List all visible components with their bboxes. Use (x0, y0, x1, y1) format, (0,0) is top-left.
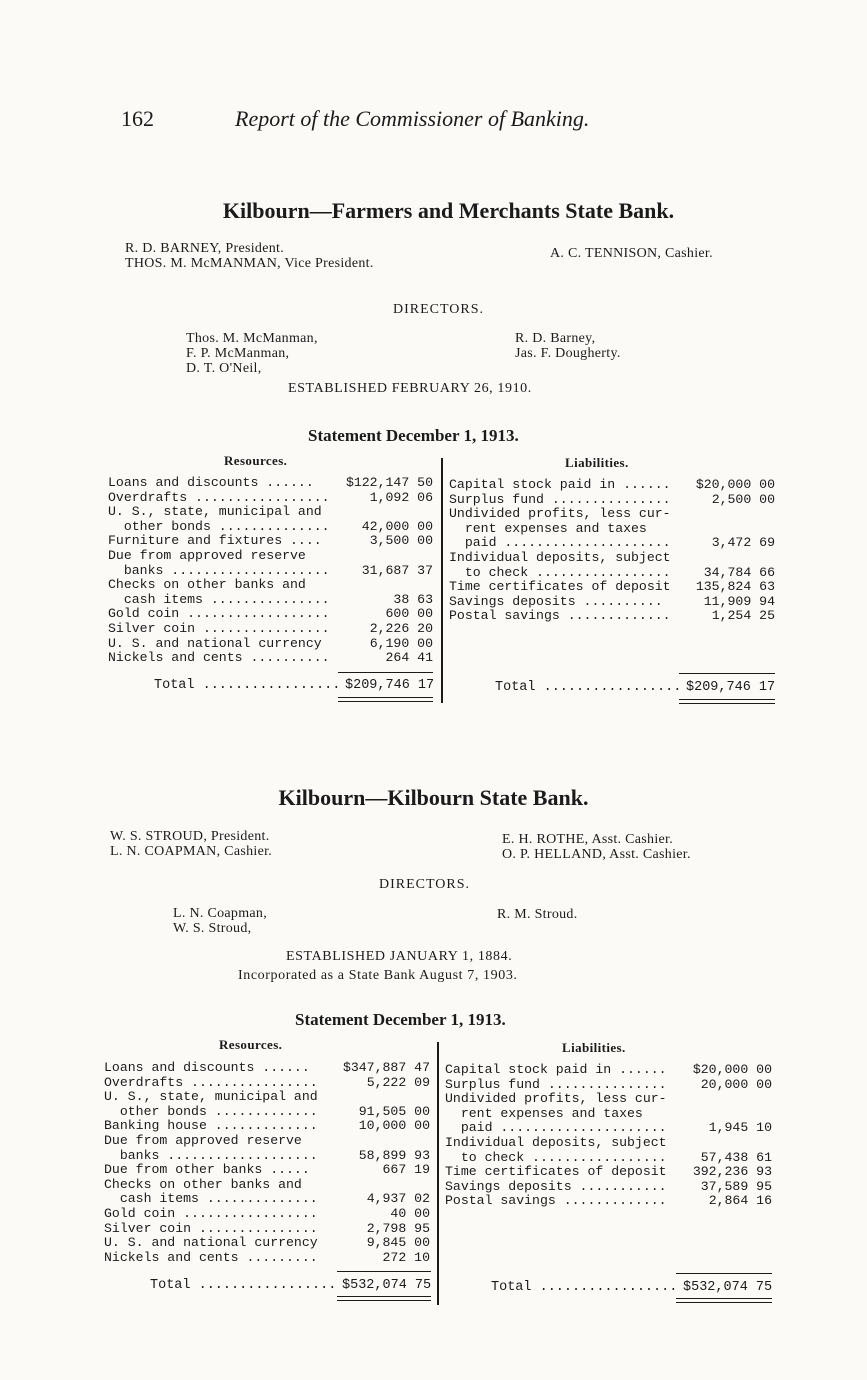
ledger-label: Overdrafts ................ (104, 1074, 318, 1090)
ledger-label: to check ................. (449, 564, 671, 580)
ledger-row (108, 622, 433, 637)
ledger-row (445, 1078, 772, 1093)
ledger-label: Checks on other banks and (108, 577, 306, 593)
ledger-row (108, 505, 433, 520)
director: W. S. Stroud, (173, 921, 252, 936)
officer: R. D. BARNEY, President. (125, 241, 285, 256)
officers-right (550, 246, 713, 261)
ledger-amount: 58,899 93 (358, 1147, 430, 1163)
ledger-amount: 2,864 16 (708, 1193, 772, 1209)
ledger-amount: 392,236 93 (692, 1164, 772, 1180)
officer: THOS. M. McMANMAN, Vice President. (125, 256, 374, 271)
ledger-amount: 135,824 63 (695, 579, 775, 595)
ledger-row (449, 536, 775, 551)
ledger-row (445, 1165, 772, 1180)
bank-title: Kilbourn—Kilbourn State Bank. (278, 785, 589, 810)
ledger-row (104, 1134, 430, 1149)
ledger-label: Time certificates of deposit (449, 579, 671, 595)
ledger-label: U. S. and national currency (104, 1235, 318, 1251)
ledger-amount: 1,945 10 (708, 1120, 772, 1136)
ledger-row (104, 1061, 430, 1076)
ledger-row (449, 478, 775, 493)
ledger-label: to check ................. (445, 1149, 667, 1165)
running-title: Report of the Commissioner of Banking. (235, 106, 590, 131)
ledger-row (104, 1119, 430, 1134)
ledger-row (445, 1063, 772, 1078)
ledger-amount: 10,000 00 (358, 1118, 430, 1134)
ledger-amount: $122,147 50 (345, 475, 433, 490)
ledger-label: paid ..................... (449, 535, 671, 551)
liabilities-heading: Liabilities. (562, 1040, 626, 1055)
ledger-row (445, 1107, 772, 1122)
director: Thos. M. McManman, (186, 331, 318, 346)
ledger-label: Gold coin .................. (108, 606, 330, 622)
ledger-row (108, 578, 433, 593)
ledger-label: Due from other banks ..... (104, 1162, 310, 1178)
ledger-amount: 4,937 02 (366, 1191, 430, 1207)
ledger-label: Undivided profits, less cur- (449, 506, 671, 522)
ledger-row (108, 520, 433, 535)
officer: A. C. TENNISON, Cashier. (550, 246, 713, 261)
ledger-amount: 31,687 37 (361, 562, 433, 578)
ledger-amount: 34,784 66 (703, 564, 775, 580)
resources-table (108, 476, 433, 666)
ledger-amount: 667 19 (382, 1162, 430, 1178)
column-divider (441, 458, 443, 703)
ledger-amount: 3,472 69 (711, 535, 775, 551)
ledger-row (104, 1076, 430, 1091)
ledger-label: Capital stock paid in ...... (449, 477, 671, 492)
ledger-amount: 20,000 00 (700, 1076, 772, 1092)
director: L. N. Coapman, (173, 906, 268, 921)
ledger-label: Checks on other banks and (104, 1176, 302, 1192)
ledger-amount: 11,909 94 (703, 593, 775, 609)
ledger-label: Banking house ............. (104, 1118, 318, 1134)
ledger-label: Capital stock paid in ...... (445, 1062, 667, 1077)
ledger-row (104, 1149, 430, 1164)
total-liabilities: $209,746 17 (686, 680, 776, 695)
ledger-row (108, 534, 433, 549)
ledger-row (104, 1090, 430, 1105)
ledger-label: banks .................... (108, 562, 330, 578)
ledger-amount: 3,500 00 (369, 533, 433, 549)
ledger-row (108, 564, 433, 579)
ledger-label: cash items .............. (104, 1191, 318, 1207)
total-label: Total ................. (154, 678, 341, 693)
ledger-amount: 57,438 61 (700, 1149, 772, 1165)
ledger-label: Undivided profits, less cur- (445, 1091, 667, 1107)
ledger-label: U. S., state, municipal and (104, 1089, 318, 1105)
ledger-label: other bonds ............. (104, 1103, 318, 1119)
ledger-amount: 9,845 00 (366, 1235, 430, 1251)
ledger-amount: 5,222 09 (366, 1074, 430, 1090)
ledger-amount: 38 63 (393, 591, 433, 607)
ledger-row (449, 595, 775, 610)
ledger-amount: 42,000 00 (361, 518, 433, 534)
director: Jas. F. Dougherty. (515, 346, 621, 361)
ledger-row (445, 1180, 772, 1195)
ledger-label: Savings deposits .......... (449, 593, 663, 609)
ledger-row (104, 1251, 430, 1266)
statement-heading: Statement December 1, 1913. (295, 1010, 506, 1029)
ledger-row (445, 1151, 772, 1166)
officers-left (125, 241, 374, 271)
ledger-label: banks ................... (104, 1147, 318, 1163)
established: ESTABLISHED FEBRUARY 26, 1910. (288, 381, 532, 396)
officers-right (502, 832, 691, 862)
officer: W. S. STROUD, President. (110, 829, 270, 844)
ledger-amount: $20,000 00 (695, 477, 775, 492)
ledger-label: Nickels and cents ......... (104, 1249, 318, 1265)
officer: L. N. COAPMAN, Cashier. (110, 844, 273, 859)
ledger-row (104, 1163, 430, 1178)
double-rule (676, 1302, 772, 1303)
ledger-row (104, 1178, 430, 1193)
ledger-row (108, 607, 433, 622)
established: ESTABLISHED JANUARY 1, 1884. (286, 949, 513, 964)
ledger-amount: 91,505 00 (358, 1103, 430, 1119)
ledger-amount: 2,798 95 (366, 1220, 430, 1236)
officer: E. H. ROTHE, Asst. Cashier. (502, 832, 674, 847)
ledger-row (445, 1194, 772, 1209)
ledger-label: Furniture and fixtures .... (108, 533, 322, 549)
total-rule (676, 1273, 772, 1274)
total-label: Total ................. (150, 1278, 337, 1293)
ledger-amount: 600 00 (385, 606, 433, 622)
double-rule (338, 701, 433, 702)
ledger-label: Loans and discounts ...... (108, 475, 314, 490)
column-divider (437, 1042, 439, 1305)
ledger-label: Postal savings ............. (445, 1193, 667, 1209)
liabilities-table (445, 1063, 772, 1209)
directors-left (173, 906, 267, 936)
ledger-amount: 37,589 95 (700, 1178, 772, 1194)
ledger-label: U. S., state, municipal and (108, 504, 322, 520)
ledger-label: Due from approved reserve (108, 547, 306, 563)
ledger-row (445, 1092, 772, 1107)
total-resources: $532,074 75 (342, 1278, 432, 1293)
ledger-row (108, 651, 433, 666)
ledger-label: Due from approved reserve (104, 1132, 302, 1148)
liabilities-heading: Liabilities. (565, 455, 629, 470)
ledger-label: Savings deposits ........... (445, 1178, 667, 1194)
double-rule (338, 697, 433, 698)
page-number: 162 (121, 106, 154, 131)
director: F. P. McManman, (186, 346, 290, 361)
ledger-label: Loans and discounts ...... (104, 1060, 310, 1075)
ledger-label: Surplus fund ............... (449, 491, 671, 507)
double-rule (337, 1296, 431, 1297)
total-rule (337, 1271, 431, 1272)
ledger-amount: $20,000 00 (692, 1062, 772, 1077)
ledger-row (104, 1236, 430, 1251)
ledger-row (445, 1121, 772, 1136)
ledger-amount: 272 10 (382, 1249, 430, 1265)
director: D. T. O'Neil, (186, 361, 262, 376)
double-rule (676, 1298, 772, 1299)
ledger-amount: 264 41 (385, 650, 433, 666)
ledger-label: Silver coin ............... (104, 1220, 318, 1236)
double-rule (679, 699, 775, 700)
directors-left (186, 331, 318, 376)
ledger-row (449, 522, 775, 537)
incorporated: Incorporated as a State Bank August 7, 1903. (238, 968, 518, 983)
ledger-row (449, 566, 775, 581)
ledger-row (104, 1105, 430, 1120)
ledger-amount: 40 00 (390, 1205, 430, 1221)
officers-left (110, 829, 272, 859)
ledger-row (108, 637, 433, 652)
ledger-amount: $347,887 47 (342, 1060, 430, 1075)
ledger-label: U. S. and national currency (108, 635, 322, 651)
director: R. M. Stroud. (497, 907, 578, 922)
ledger-label: Individual deposits, subject (445, 1134, 667, 1150)
ledger-label: paid ..................... (445, 1120, 667, 1136)
ledger-row (108, 549, 433, 564)
director: R. D. Barney, (515, 331, 596, 346)
ledger-amount: 1,092 06 (369, 489, 433, 505)
statement-heading: Statement December 1, 1913. (308, 426, 519, 445)
directors-heading: DIRECTORS. (379, 877, 471, 892)
liabilities-table (449, 478, 775, 624)
double-rule (679, 703, 775, 704)
ledger-label: Overdrafts ................. (108, 489, 330, 505)
ledger-row (104, 1207, 430, 1222)
directors-right (515, 331, 621, 361)
ledger-row (449, 580, 775, 595)
ledger-label: rent expenses and taxes (449, 520, 647, 536)
ledger-row (445, 1136, 772, 1151)
double-rule (337, 1300, 431, 1301)
directors-right (497, 907, 578, 922)
total-rule (338, 672, 433, 673)
ledger-label: rent expenses and taxes (445, 1105, 643, 1121)
ledger-row (449, 551, 775, 566)
total-label: Total ................. (491, 1280, 678, 1295)
ledger-amount: 2,226 20 (369, 620, 433, 636)
ledger-row (108, 491, 433, 506)
ledger-label: cash items ............... (108, 591, 330, 607)
ledger-label: Silver coin ................ (108, 620, 330, 636)
bank-title: Kilbourn—Farmers and Merchants State Bank. (222, 198, 675, 223)
total-liabilities: $532,074 75 (683, 1280, 773, 1295)
ledger-row (104, 1192, 430, 1207)
ledger-label: Time certificates of deposit (445, 1164, 667, 1180)
ledger-row (449, 493, 775, 508)
ledger-label: other bonds .............. (108, 518, 330, 534)
total-rule (679, 673, 775, 674)
total-label: Total ................. (495, 680, 682, 695)
ledger-row (449, 609, 775, 624)
ledger-label: Nickels and cents .......... (108, 650, 330, 666)
ledger-row (104, 1222, 430, 1237)
resources-table (104, 1061, 430, 1265)
resources-heading: Resources. (224, 453, 288, 468)
resources-heading: Resources. (219, 1037, 283, 1052)
officer: O. P. HELLAND, Asst. Cashier. (502, 847, 691, 862)
ledger-amount: 2,500 00 (711, 491, 775, 507)
ledger-label: Surplus fund ............... (445, 1076, 667, 1092)
directors-heading: DIRECTORS. (393, 302, 485, 317)
ledger-row (108, 593, 433, 608)
ledger-label: Individual deposits, subject (449, 549, 671, 565)
ledger-row (449, 507, 775, 522)
ledger-amount: 1,254 25 (711, 608, 775, 624)
total-resources: $209,746 17 (345, 678, 435, 693)
ledger-label: Postal savings ............. (449, 608, 671, 624)
ledger-label: Gold coin ................. (104, 1205, 318, 1221)
ledger-amount: 6,190 00 (369, 635, 433, 651)
ledger-row (108, 476, 433, 491)
